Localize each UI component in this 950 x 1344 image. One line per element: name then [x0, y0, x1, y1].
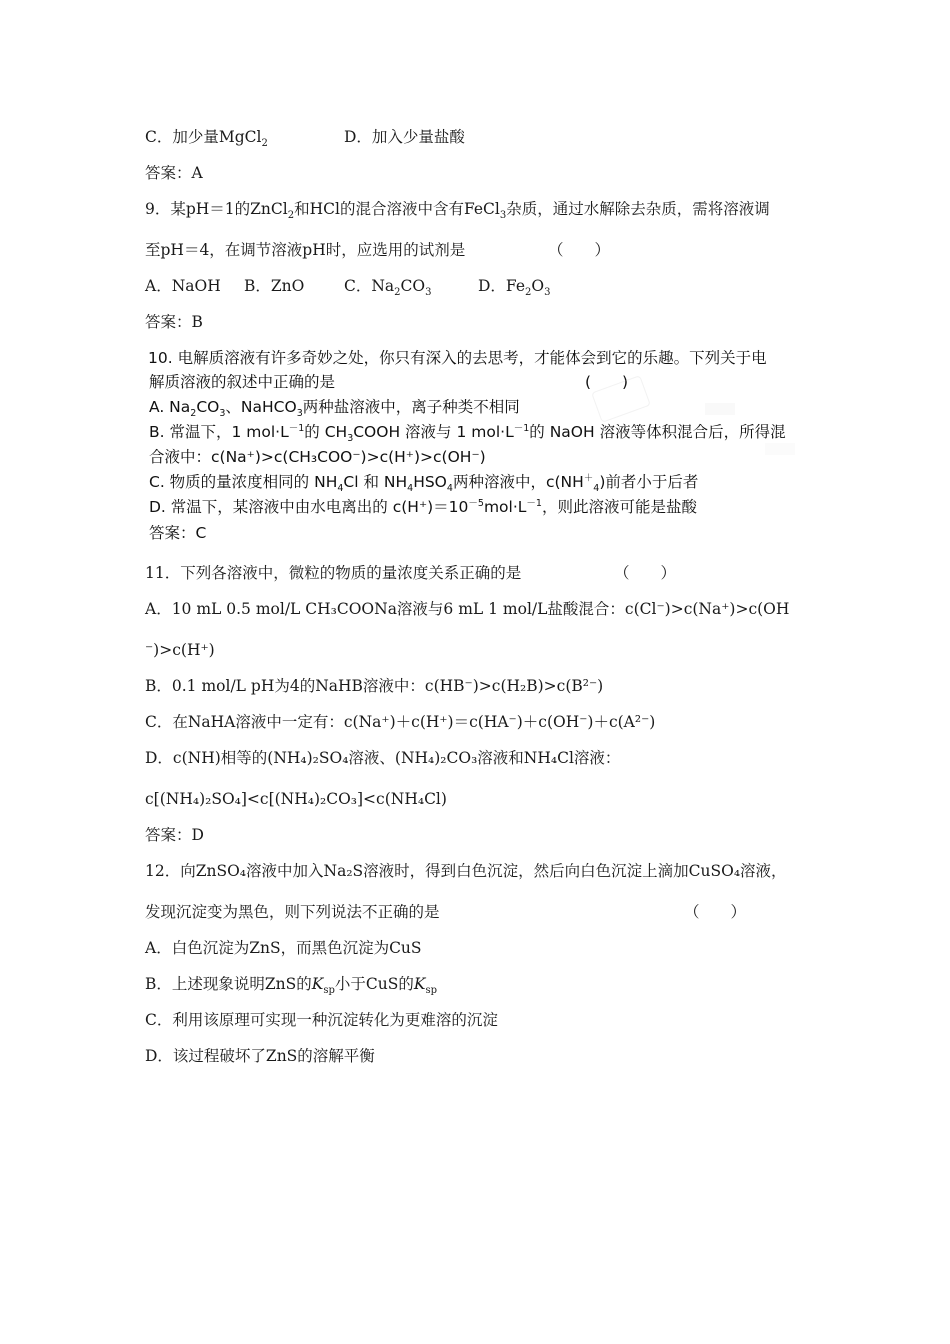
q10-paren: ( )	[585, 373, 629, 391]
q12-option-b: B．上述现象说明ZnS的$K_{sp}$小于CuS的$K_{sp}$	[145, 975, 438, 997]
q11-answer: 答案：D	[145, 826, 204, 844]
q12-stem-line2: 发现沉淀变为黑色，则下列说法不正确的是	[145, 903, 440, 921]
q11-option-d: D．c(NH)相等的(NH₄)₂SO₄溶液、(NH₄)₂CO₃溶液和NH₄Cl溶液：	[145, 749, 621, 767]
q9-stem-line2: 至pH＝4，在调节溶液pH时，应选用的试剂是	[145, 241, 466, 259]
q9-stem: 9．某pH＝1的ZnCl$_2$和HCl的混合溶液中含有FeCl$_3$杂质，通过水解除去杂质，需将溶液调	[145, 200, 770, 222]
q9-option-d: D．$Fe_2O_3$	[478, 277, 551, 299]
q11-option-a-line2: ⁻)>c(H⁺)	[145, 641, 215, 659]
q8-option-d: D．加入少量盐酸	[344, 128, 465, 146]
q11-paren: （ ）	[614, 564, 677, 582]
q10-stem-line1: 10. 电解质溶液有许多奇妙之处，你只有深入的去思考，才能体会到它的乐趣。下列关于电	[148, 349, 767, 367]
q9-option-c: C．$Na_2CO_3$	[344, 277, 432, 299]
q9-paren: （ ）	[548, 241, 611, 259]
q10-option-c: C. 物质的量浓度相同的 $NH_4Cl$ 和 $NH_4HSO_4$两种溶液中，$c(NH^+_4)$前者小于后者	[149, 472, 699, 495]
q9-option-b: B．ZnO	[244, 277, 305, 295]
q10-scanned-block	[145, 343, 815, 548]
q9-answer: 答案：B	[145, 313, 203, 331]
q10-option-b: B. 常温下，1 $mol\cdot L^{-1}$的 $CH_3COOH$ 溶液与 1 $mol\cdot L^{-1}$的 NaOH 溶液等体积混合后，所得混	[149, 422, 786, 445]
watermark-mark	[765, 443, 795, 455]
q12-option-d: D．该过程破坏了ZnS的溶解平衡	[145, 1047, 375, 1065]
q11-stem: 11．下列各溶液中，微粒的物质的量浓度关系正确的是	[145, 564, 522, 582]
q8-option-c: C．加少量MgCl$_2$	[145, 128, 268, 150]
q12-option-a: A．白色沉淀为ZnS，而黑色沉淀为CuS	[145, 939, 422, 957]
q12-stem: 12．向ZnSO₄溶液中加入Na₂S溶液时，得到白色沉淀，然后向白色沉淀上滴加CuSO₄溶液，	[145, 862, 787, 880]
q9-option-a: A．NaOH	[145, 277, 221, 295]
q10-stem-line2: 解质溶液的叙述中正确的是	[149, 373, 336, 391]
q8-answer: 答案：A	[145, 164, 203, 182]
q10-option-a: A. $Na_2CO_3$、NaHCO$_3$两种盐溶液中，离子种类不相同	[149, 398, 520, 420]
q11-option-d-line2: c[(NH₄)₂SO₄]<c[(NH₄)₂CO₃]<c(NH₄Cl)	[145, 790, 447, 808]
q12-option-c: C．利用该原理可实现一种沉淀转化为更难溶的沉淀	[145, 1011, 498, 1029]
watermark-mark	[705, 403, 735, 415]
q10-answer: 答案：C	[149, 524, 207, 542]
q10-option-d: D. 常温下，某溶液中由水电离出的 $c(H^+)=10^{-5}mol\cdot L^{-1}$，则此溶液可能是盐酸	[149, 497, 697, 516]
q11-option-b: B．0.1 mol/L pH为4的NaHB溶液中：c(HB⁻)>c(H₂B)>c(B²⁻)	[145, 677, 604, 695]
q12-paren: （ ）	[684, 903, 747, 921]
q10-option-b-line2: 合液中：c(Na⁺)>c(CH₃COO⁻)>c(H⁺)>c(OH⁻)	[149, 448, 486, 466]
q11-option-c: C．在NaHA溶液中一定有：c(Na⁺)＋c(H⁺)＝c(HA⁻)＋c(OH⁻)＋c(A²⁻)	[145, 713, 656, 731]
q11-option-a: A．10 mL 0.5 mol/L CH₃COONa溶液与6 mL 1 mol/L盐酸混合：c(Cl⁻)>c(Na⁺)>c(OH	[145, 600, 790, 618]
